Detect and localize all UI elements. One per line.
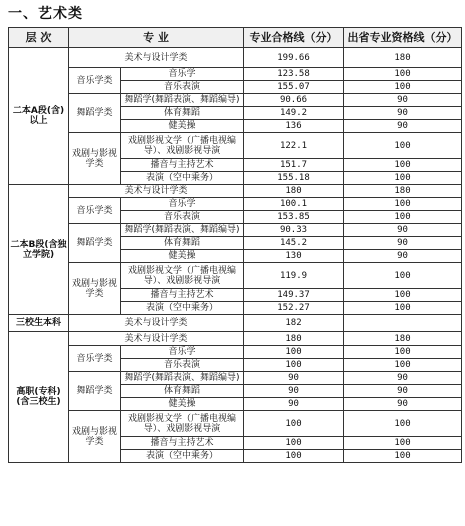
level-cell: 三校生本科 xyxy=(9,315,69,332)
table-row xyxy=(9,315,462,332)
header-major: 专 业 xyxy=(69,28,244,48)
out-line-cell: 100 xyxy=(344,289,462,302)
major-cell: 舞蹈学(舞蹈表演、舞蹈编导) xyxy=(121,372,244,385)
major-cell: 美术与设计学类 xyxy=(69,332,244,346)
out-line-cell: 90 xyxy=(344,94,462,107)
out-line-cell xyxy=(344,315,462,332)
major-cell: 播音与主持艺术 xyxy=(121,159,244,172)
pass-line-cell: 90.33 xyxy=(244,224,344,237)
major-cell: 戏剧影视文学（广播电视编导）、戏剧影视导演 xyxy=(121,133,244,159)
out-line-cell: 180 xyxy=(344,185,462,198)
major-cell: 戏剧影视文学（广播电视编导）、戏剧影视导演 xyxy=(121,411,244,437)
table-row xyxy=(9,185,462,198)
category-cell: 戏剧与影视学类 xyxy=(69,263,121,315)
pass-line-cell: 136 xyxy=(244,120,344,133)
pass-line-cell: 100 xyxy=(244,411,344,437)
pass-line-cell: 123.58 xyxy=(244,68,344,81)
major-cell: 健美操 xyxy=(121,398,244,411)
table-row xyxy=(9,224,462,237)
table-row xyxy=(9,346,462,359)
major-cell: 体育舞蹈 xyxy=(121,107,244,120)
pass-line-cell: 152.27 xyxy=(244,302,344,315)
table-row xyxy=(9,48,462,68)
major-cell: 健美操 xyxy=(121,250,244,263)
out-line-cell: 100 xyxy=(344,159,462,172)
out-line-cell: 100 xyxy=(344,359,462,372)
pass-line-cell: 122.1 xyxy=(244,133,344,159)
score-table xyxy=(8,27,462,463)
category-cell: 音乐学类 xyxy=(69,346,121,372)
header-out-province-line: 出省专业资格线（分） xyxy=(344,28,462,48)
major-cell: 播音与主持艺术 xyxy=(121,437,244,450)
major-cell: 音乐表演 xyxy=(121,211,244,224)
major-cell: 音乐学 xyxy=(121,68,244,81)
out-line-cell: 90 xyxy=(344,107,462,120)
out-line-cell: 180 xyxy=(344,48,462,68)
table-row xyxy=(9,411,462,437)
level-cell: 二本A段(含)以上 xyxy=(9,48,69,185)
pass-line-cell: 100 xyxy=(244,346,344,359)
category-cell: 戏剧与影视学类 xyxy=(69,133,121,185)
table-header-row xyxy=(9,28,462,48)
table-row xyxy=(9,263,462,289)
major-cell: 美术与设计学类 xyxy=(69,185,244,198)
out-line-cell: 90 xyxy=(344,120,462,133)
section-title: 一、艺术类 xyxy=(8,6,83,22)
pass-line-cell: 180 xyxy=(244,185,344,198)
pass-line-cell: 145.2 xyxy=(244,237,344,250)
out-line-cell: 90 xyxy=(344,224,462,237)
major-cell: 健美操 xyxy=(121,120,244,133)
table-row xyxy=(9,94,462,107)
out-line-cell: 100 xyxy=(344,172,462,185)
major-cell: 体育舞蹈 xyxy=(121,385,244,398)
out-line-cell: 100 xyxy=(344,211,462,224)
pass-line-cell: 100.1 xyxy=(244,198,344,211)
category-cell: 戏剧与影视学类 xyxy=(69,411,121,463)
category-cell: 音乐学类 xyxy=(69,68,121,94)
major-cell: 音乐表演 xyxy=(121,81,244,94)
out-line-cell: 100 xyxy=(344,263,462,289)
out-line-cell: 100 xyxy=(344,346,462,359)
out-line-cell: 90 xyxy=(344,398,462,411)
pass-line-cell: 149.2 xyxy=(244,107,344,120)
major-cell: 音乐学 xyxy=(121,198,244,211)
out-line-cell: 100 xyxy=(344,450,462,463)
header-pass-line: 专业合格线（分） xyxy=(244,28,344,48)
major-cell: 表演（空中乘务） xyxy=(121,302,244,315)
major-cell: 舞蹈学(舞蹈表演、舞蹈编导) xyxy=(121,224,244,237)
table-row xyxy=(9,198,462,211)
category-cell: 舞蹈学类 xyxy=(69,372,121,411)
out-line-cell: 100 xyxy=(344,198,462,211)
out-line-cell: 90 xyxy=(344,385,462,398)
pass-line-cell: 155.18 xyxy=(244,172,344,185)
pass-line-cell: 182 xyxy=(244,315,344,332)
pass-line-cell: 90.66 xyxy=(244,94,344,107)
major-cell: 美术与设计学类 xyxy=(69,48,244,68)
pass-line-cell: 100 xyxy=(244,450,344,463)
major-cell: 舞蹈学(舞蹈表演、舞蹈编导) xyxy=(121,94,244,107)
table-row xyxy=(9,332,462,346)
pass-line-cell: 100 xyxy=(244,359,344,372)
level-cell: 高职(专科)(含三校生) xyxy=(9,332,69,463)
out-line-cell: 90 xyxy=(344,372,462,385)
out-line-cell: 100 xyxy=(344,133,462,159)
out-line-cell: 90 xyxy=(344,250,462,263)
major-cell: 美术与设计学类 xyxy=(69,315,244,332)
out-line-cell: 100 xyxy=(344,68,462,81)
pass-line-cell: 100 xyxy=(244,437,344,450)
pass-line-cell: 153.85 xyxy=(244,211,344,224)
table-row xyxy=(9,68,462,81)
header-level: 层 次 xyxy=(9,28,69,48)
pass-line-cell: 90 xyxy=(244,372,344,385)
out-line-cell: 100 xyxy=(344,411,462,437)
table-row xyxy=(9,372,462,385)
pass-line-cell: 155.07 xyxy=(244,81,344,94)
major-cell: 播音与主持艺术 xyxy=(121,289,244,302)
major-cell: 音乐表演 xyxy=(121,359,244,372)
level-cell: 二本B段(含独立学院) xyxy=(9,185,69,315)
out-line-cell: 100 xyxy=(344,81,462,94)
out-line-cell: 100 xyxy=(344,437,462,450)
major-cell: 表演（空中乘务） xyxy=(121,450,244,463)
major-cell: 戏剧影视文学（广播电视编导）、戏剧影视导演 xyxy=(121,263,244,289)
pass-line-cell: 119.9 xyxy=(244,263,344,289)
category-cell: 音乐学类 xyxy=(69,198,121,224)
out-line-cell: 180 xyxy=(344,332,462,346)
out-line-cell: 90 xyxy=(344,237,462,250)
out-line-cell: 100 xyxy=(344,302,462,315)
pass-line-cell: 180 xyxy=(244,332,344,346)
pass-line-cell: 90 xyxy=(244,398,344,411)
pass-line-cell: 130 xyxy=(244,250,344,263)
pass-line-cell: 199.66 xyxy=(244,48,344,68)
pass-line-cell: 151.7 xyxy=(244,159,344,172)
major-cell: 体育舞蹈 xyxy=(121,237,244,250)
major-cell: 表演（空中乘务） xyxy=(121,172,244,185)
table-row xyxy=(9,133,462,159)
pass-line-cell: 90 xyxy=(244,385,344,398)
major-cell: 音乐学 xyxy=(121,346,244,359)
category-cell: 舞蹈学类 xyxy=(69,94,121,133)
category-cell: 舞蹈学类 xyxy=(69,224,121,263)
pass-line-cell: 149.37 xyxy=(244,289,344,302)
